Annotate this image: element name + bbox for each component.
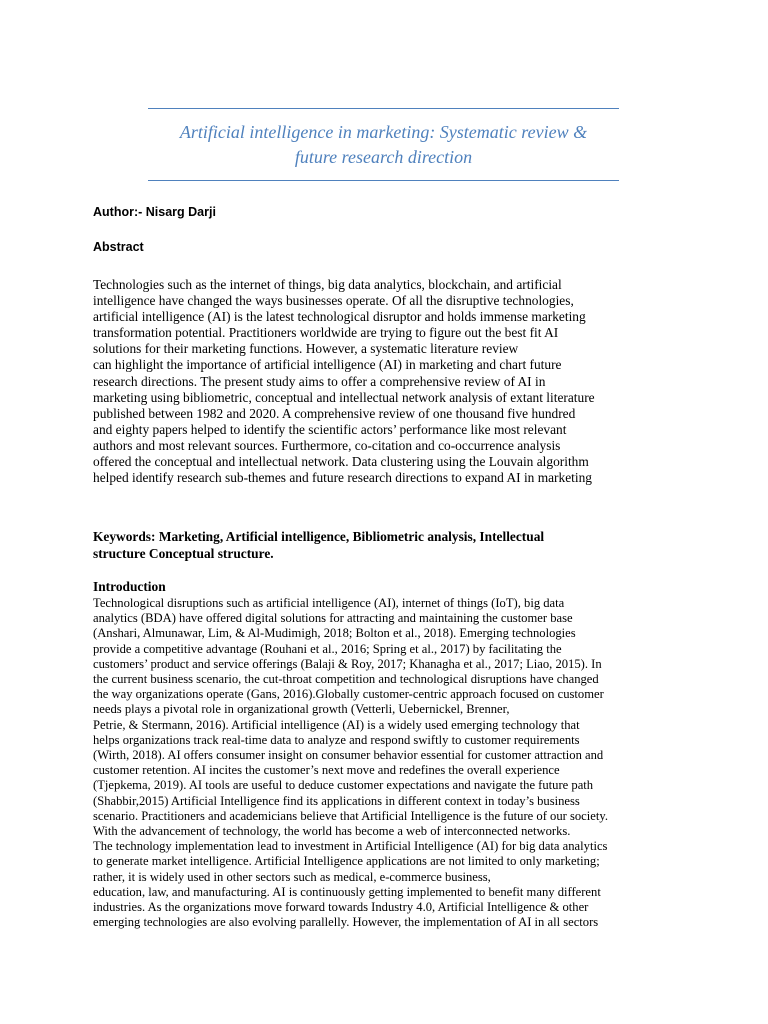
- abstract-line: marketing using bibliometric, conceptual and intellectual network analysis of extant literature: [93, 389, 595, 405]
- title-bottom-rule: [148, 180, 619, 181]
- abstract-line: intelligence have changed the ways businesses operate. Of all the disruptive technologies,: [93, 293, 574, 309]
- introduction-line: the way organizations operate (Gans, 2016).Globally customer-centric approach focused on customer: [93, 687, 604, 702]
- introduction-line: (Wirth, 2018). AI offers consumer insight on consumer behavior essential for customer attraction and: [93, 748, 604, 763]
- introduction-line: industries. As the organizations move forward towards Industry 4.0, Artificial Intelligence & other: [93, 900, 589, 915]
- abstract-line: Technologies such as the internet of things, big data analytics, blockchain, and artificial: [93, 277, 562, 292]
- paper-title: [120, 120, 647, 170]
- introduction-line: education, law, and manufacturing. AI is continuously getting implemented to benefit many different: [93, 884, 601, 899]
- abstract-line: artificial intelligence (AI) is the latest technological disruptor and holds immense marketing: [93, 309, 586, 325]
- keywords: [93, 528, 693, 562]
- introduction-line: rather, it is widely used in other sectors such as medical, e-commerce business,: [93, 869, 491, 884]
- introduction-line: needs plays a pivotal role in organizational growth (Vetterli, Uebernickel, Brenner,: [93, 702, 510, 717]
- introduction-line: Petrie, & Stermann, 2016). Artificial intelligence (AI) is a widely used emerging technology that: [93, 717, 580, 732]
- paper-title-line-2: future research direction: [294, 147, 473, 167]
- abstract-line: offered the conceptual and intellectual network. Data clustering using the Louvain algorithm: [93, 454, 589, 470]
- introduction-line: The technology implementation lead to investment in Artificial Intelligence (AI) for big data analytics: [93, 839, 608, 854]
- introduction-line: scenario. Practitioners and academicians believe that Artificial Intelligence is the future of our society.: [93, 808, 608, 823]
- introduction-line: to generate market intelligence. Artificial Intelligence applications are not limited to only marketing;: [93, 854, 600, 869]
- abstract-line: research directions. The present study aims to offer a comprehensive review of AI in: [93, 373, 546, 389]
- keywords-line: structure Conceptual structure.: [93, 546, 274, 561]
- abstract-line: solutions for their marketing functions. However, a systematic literature review: [93, 341, 519, 357]
- abstract-line: transformation potential. Practitioners worldwide are trying to figure out the best fit AI: [93, 325, 559, 341]
- abstract-line: authors and most relevant sources. Furthermore, co-citation and co-occurrence analysis: [93, 437, 561, 453]
- introduction-line: emerging technologies are also evolving parallelly. However, the implementation of AI in all sectors: [93, 915, 599, 930]
- introduction-line: (Tjepkema, 2019). AI tools are useful to deduce customer expectations and navigate the future path: [93, 778, 594, 793]
- introduction-line: customers’ product and service offerings (Balaji & Roy, 2017; Khanagha et al., 2017; Liao, 2015). In: [93, 656, 602, 671]
- abstract-line: and eighty papers helped to identify the scientific actors’ performance like most relevant: [93, 421, 567, 437]
- title-top-rule: [148, 108, 619, 109]
- introduction-line: Technological disruptions such as artificial intelligence (AI), internet of things (IoT), big data: [93, 596, 565, 610]
- introduction-line: provide a competitive advantage (Rouhani et al., 2016; Spring et al., 2017) by facilitating the: [93, 641, 562, 656]
- author-line: Author:- Nisarg Darji: [93, 205, 216, 219]
- introduction-line: (Shabbir,2015) Artificial Intelligence find its applications in different context in today’s business: [93, 793, 580, 808]
- paper-title-line-1: Artificial intelligence in marketing: Systematic review &: [179, 122, 588, 142]
- abstract-body: [93, 277, 693, 486]
- abstract-line: published between 1982 and 2020. A comprehensive review of one thousand five hundred: [93, 405, 576, 421]
- introduction-line: helps organizations track real-time data to analyze and respond swiftly to customer requirements: [93, 732, 580, 747]
- introduction-line: (Anshari, Almunawar, Lim, & Al-Mudimigh, 2018; Bolton et al., 2018). Emerging technologies: [93, 626, 576, 641]
- introduction-line: the current business scenario, the cut-throat competition and technological disruptions have changed: [93, 672, 599, 687]
- introduction-heading: Introduction: [93, 579, 166, 594]
- abstract-heading: Abstract: [93, 240, 144, 254]
- introduction-line: analytics (BDA) have offered digital solutions for attracting and maintaining the customer base: [93, 611, 573, 626]
- introduction-body: [93, 596, 693, 930]
- introduction-line: customer retention. AI incites the customer’s next move and redefines the overall experience: [93, 763, 560, 778]
- abstract-line: can highlight the importance of artificial intelligence (AI) in marketing and chart future: [93, 357, 562, 373]
- introduction-line: With the advancement of technology, the world has become a web of interconnected networks.: [93, 824, 571, 839]
- abstract-line: helped identify research sub-themes and future research directions to expand AI in marketing: [93, 470, 592, 486]
- keywords-line: Keywords: Marketing, Artificial intelligence, Bibliometric analysis, Intellectual: [93, 529, 545, 544]
